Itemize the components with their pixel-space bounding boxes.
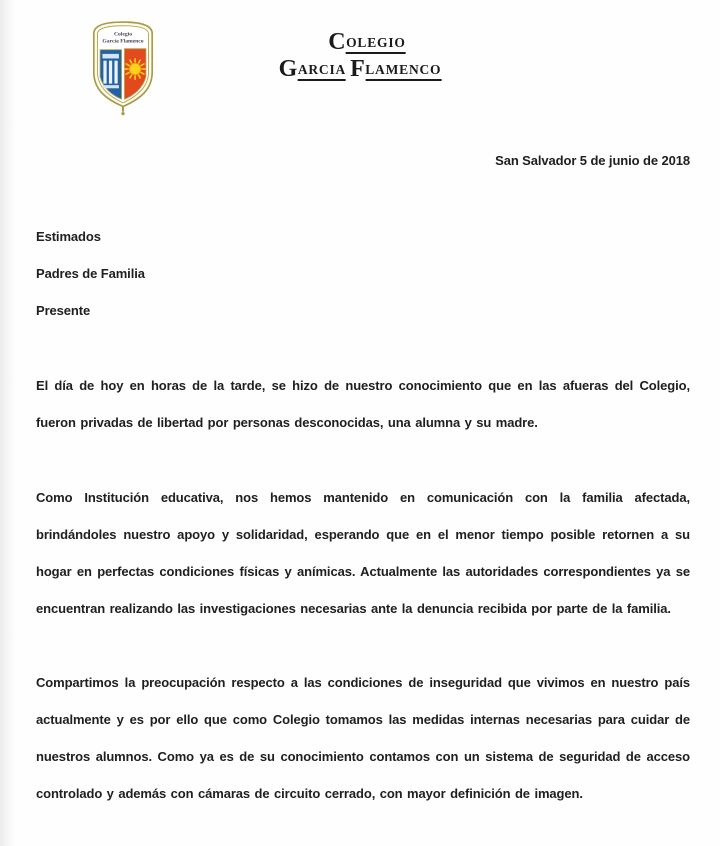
salutation-block xyxy=(36,218,145,329)
school-name-line2: GARCIA FLAMENCO xyxy=(278,56,442,82)
letter-date: San Salvador 5 de junio de 2018 xyxy=(495,153,690,168)
salutation-line-1: Estimados xyxy=(36,229,101,244)
letter-paragraph-3: Compartimos la preocupación respecto a las condiciones de inseguridad que vivimos en nuestro país actualmente y es por ello que como Colegio tomamos las medidas internas necesarias para cuidar de nuestros alumnos. Como ya es de su conocimiento contamos con un sistema de seguridad de acceso controlado y además con cámaras de circuito cerrado, con mayor definición de imagen. xyxy=(36,675,690,801)
school-name-initial: G xyxy=(278,56,298,82)
letter-paragraph-2: Como Institución educativa, nos hemos mantenido en comunicación con la familia afectada, brindándoles nuestro apoyo y solidaridad, esperando que en el menor tiempo posible retornen a su hogar en perfectas condiciones físicas y anímicas. Actualmente las autoridades correspondientes ya se encuentran realizando las investigaciones necesarias ante la denuncia recibida por parte de la familia. xyxy=(36,490,690,616)
salutation-line-3: Presente xyxy=(36,303,91,318)
school-crest xyxy=(86,20,160,118)
salutation-line-2: Padres de Familia xyxy=(36,266,145,281)
letter-paragraph-1: El día de hoy en horas de la tarde, se hizo de nuestro conocimiento que en las afueras del Colegio, fueron privadas de libertad por personas desconocidas, una alumna y su madre. xyxy=(36,378,690,430)
school-name-line1: COLEGIO xyxy=(328,29,406,55)
crest-stem-knob xyxy=(121,112,124,115)
school-name xyxy=(279,30,442,81)
school-crest-logo xyxy=(86,20,160,118)
crest-banner-line1: Colegio xyxy=(113,31,133,38)
school-name-initial: C xyxy=(328,29,347,55)
school-name-initial: F xyxy=(350,56,366,82)
crest-banner-line2: García Flamenco xyxy=(102,38,144,45)
letterhead xyxy=(0,0,720,140)
